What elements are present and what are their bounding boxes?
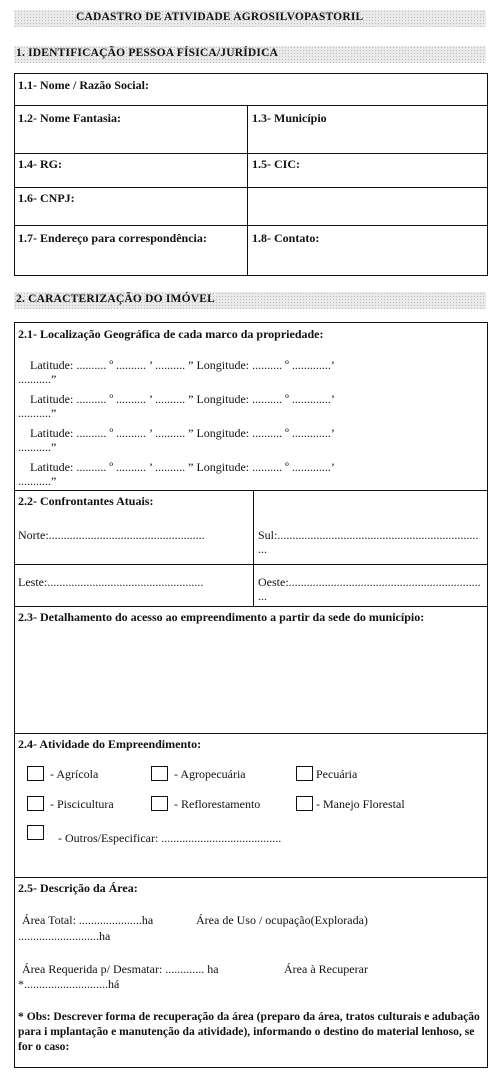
coord-row-3[interactable]: Latitude: .......... º .......... ’ .......... ” Longitude: .......... º .............’	[30, 426, 335, 440]
label-manejo-florestal: - Manejo Florestal	[316, 797, 405, 811]
divider	[14, 733, 488, 734]
divider	[14, 225, 488, 226]
field-cic[interactable]: 1.5- CIC:	[252, 157, 300, 171]
divider	[14, 490, 488, 491]
field-area-recuperar: Área à Recuperar	[284, 962, 368, 976]
section-2-title: 2. CARACTERIZAÇÃO DO IMÓVEL	[16, 293, 215, 305]
field-norte[interactable]: Norte:....................................................	[18, 528, 205, 542]
divider	[14, 564, 488, 565]
coord-row-1-cont[interactable]: ...........”	[18, 372, 57, 386]
label-agricola: - Agrícola	[50, 767, 99, 781]
field-nome-fantasia[interactable]: 1.2- Nome Fantasia:	[18, 111, 121, 125]
coord-row-1[interactable]: Latitude: .......... º .......... ’ .......... ” Longitude: .......... º .............’	[30, 358, 335, 372]
coord-row-2[interactable]: Latitude: .......... º .......... ’ .......... ” Longitude: .......... º .............’	[30, 392, 335, 406]
checkbox-piscicultura[interactable]	[27, 796, 44, 811]
field-rg[interactable]: 1.4- RG:	[18, 157, 62, 171]
label-agropecuaria: - Agropecuária	[174, 767, 246, 781]
field-leste[interactable]: Leste:....................................................	[18, 575, 204, 589]
divider	[14, 606, 488, 607]
field-descricao-area: 2.5- Descrição da Área:	[18, 881, 138, 895]
field-oeste-cont[interactable]: ...	[258, 589, 267, 603]
field-cnpj[interactable]: 1.6- CNPJ:	[18, 191, 75, 205]
field-nome-razao-social[interactable]: 1.1- Nome / Razão Social:	[18, 78, 149, 92]
coord-row-4-cont[interactable]: ...........”	[18, 474, 57, 488]
coord-row-2-cont[interactable]: ...........”	[18, 406, 57, 420]
checkbox-agropecuaria[interactable]	[151, 766, 168, 781]
field-endereco[interactable]: 1.7- Endereço para correspondência:	[18, 231, 207, 245]
divider	[253, 490, 254, 606]
divider	[14, 877, 488, 878]
checkbox-pecuaria[interactable]	[296, 766, 313, 781]
checkbox-agricola[interactable]	[27, 766, 44, 781]
label-reflorestamento: - Reflorestamento	[174, 797, 261, 811]
divider	[14, 105, 488, 106]
field-acesso[interactable]: 2.3- Detalhamento do acesso ao empreendimento a partir da sede do município:	[18, 610, 425, 624]
coord-row-3-cont[interactable]: ...........”	[18, 440, 57, 454]
coord-row-4[interactable]: Latitude: .......... º .......... ’ .......... ” Longitude: .......... º .............’	[30, 460, 335, 474]
form-title: CADASTRO DE ATIVIDADE AGROSILVOPASTORIL	[76, 11, 364, 23]
checkbox-manejo-florestal[interactable]	[296, 796, 313, 811]
field-confrontantes: 2.2- Confrontantes Atuais:	[18, 494, 154, 508]
field-atividade: 2.4- Atividade do Empreendimento:	[18, 737, 202, 751]
checkbox-reflorestamento[interactable]	[151, 796, 168, 811]
field-area-uso-cont[interactable]: ...........................ha	[18, 929, 111, 943]
divider	[247, 105, 248, 276]
field-area-desmatar[interactable]: Área Requerida p/ Desmatar: ............. ha	[22, 962, 219, 976]
field-oeste[interactable]: Oeste:................................................................	[258, 575, 481, 589]
checkbox-outros[interactable]	[27, 825, 44, 840]
section-1-title: 1. IDENTIFICAÇÃO PESSOA FÍSICA/JURÍDICA	[16, 47, 279, 59]
label-outros[interactable]: - Outros/Especificar: ........................................	[58, 831, 282, 845]
label-piscicultura: - Piscicultura	[50, 797, 114, 811]
field-contato[interactable]: 1.8- Contato:	[252, 231, 320, 245]
divider	[14, 187, 488, 188]
field-sul-cont[interactable]: ...	[258, 542, 267, 556]
field-area-recuperar-cont[interactable]: *............................há	[18, 977, 120, 991]
divider	[14, 153, 488, 154]
field-area-uso: Área de Uso / ocupação(Explorada)	[196, 913, 368, 927]
field-localizacao: 2.1- Localização Geográfica de cada marco da propriedade:	[18, 327, 324, 341]
identification-table	[14, 73, 488, 276]
field-municipio[interactable]: 1.3- Município	[252, 111, 327, 125]
field-sul[interactable]: Sul:...................................................................	[258, 528, 479, 542]
label-pecuaria: Pecuária	[316, 767, 358, 781]
observation-note: * Obs: Descrever forma de recuperação da área (preparo da área, tratos culturais e adubação para i mplantação e manutenção da atividade), informando o destino do material lenhoso, se for o caso:	[18, 1010, 480, 1053]
field-area-total[interactable]: Área Total: .....................ha	[22, 913, 154, 927]
